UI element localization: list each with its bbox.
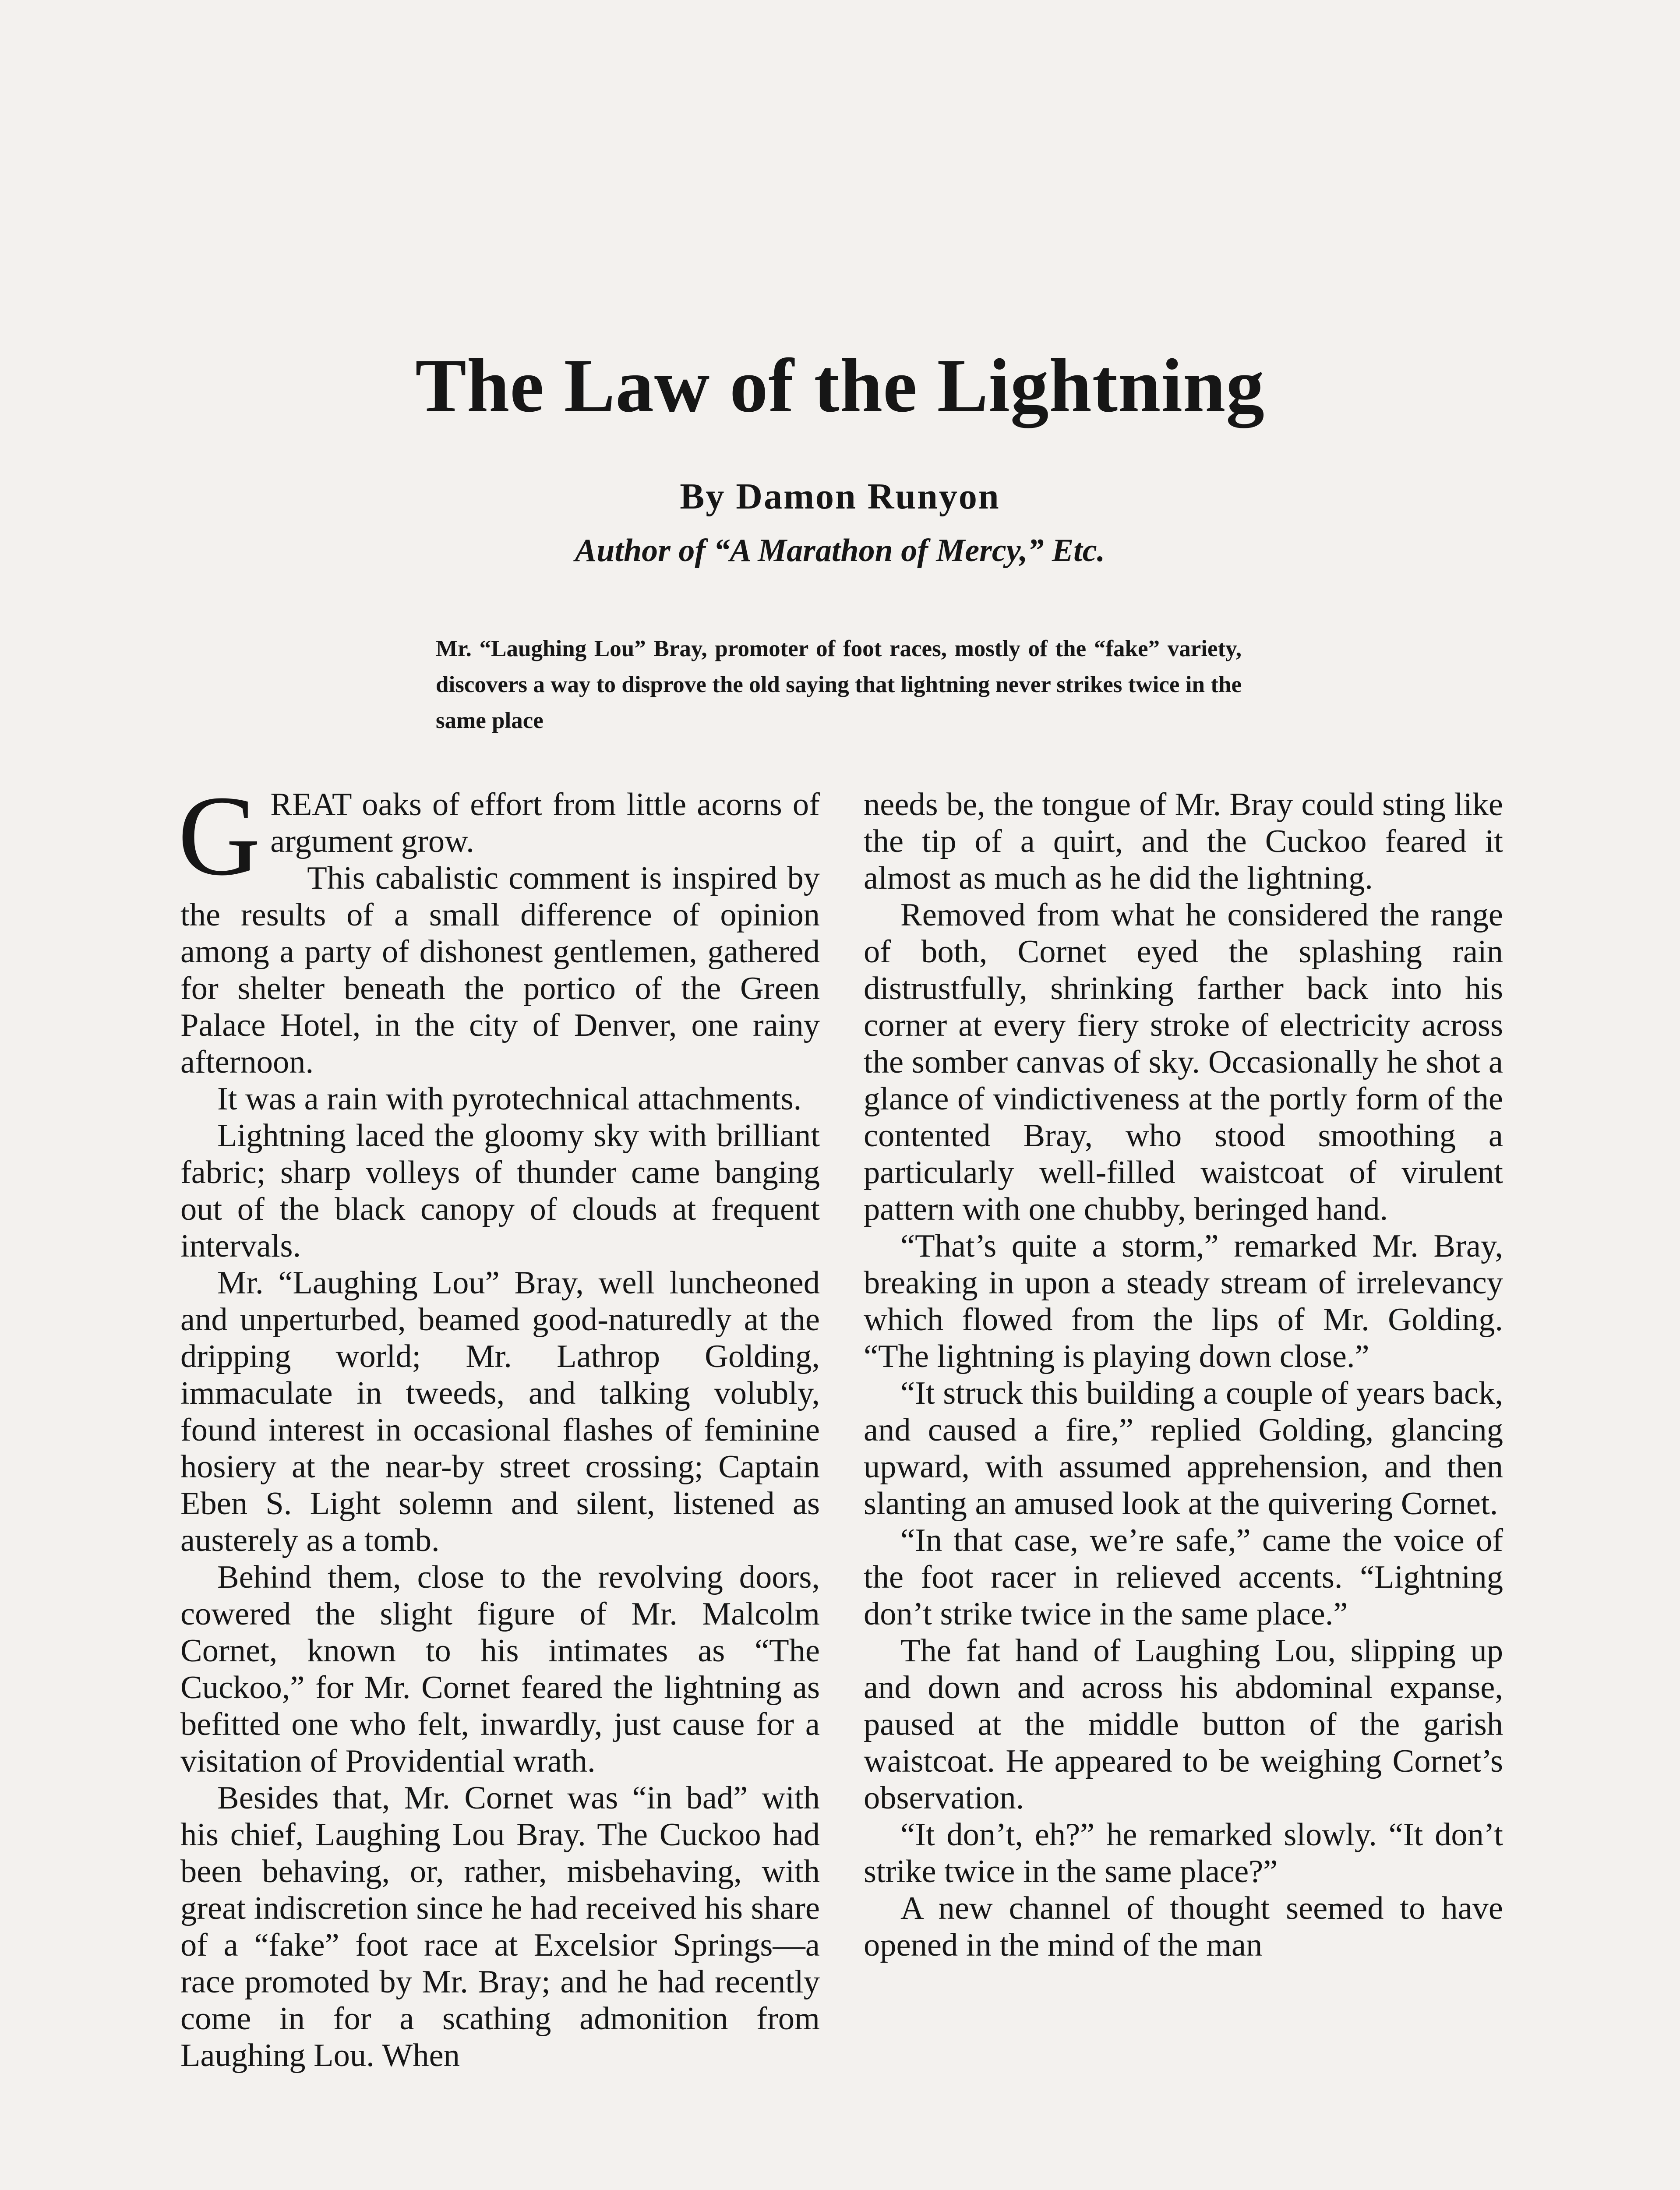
paragraph: A new channel of thought seemed to have opened in the mind of the man bbox=[864, 1890, 1503, 1963]
byline: By Damon Runyon bbox=[680, 476, 1000, 517]
right-column bbox=[864, 786, 1503, 1964]
paragraph: Besides that, Mr. Cornet was “in bad” with his chief, Laughing Lou Bray. The Cuckoo had been behaving, or, rather, misbehaving, with great indiscretion since he had received his share of a “fake” foot race at Excelsior Springs—a race promoted by Mr. Bray; and he had recently come in for a scathing admonition from Laughing Lou. When bbox=[180, 1780, 820, 2073]
opening-paragraph bbox=[178, 772, 820, 899]
paragraph: “It struck this building a couple of years back, and caused a fire,” replied Golding, glancing upward, with assumed apprehension, and then slanting an amused look at the quivering Cornet. bbox=[864, 1375, 1503, 1522]
article-title: The Law of the Lightning bbox=[415, 343, 1265, 428]
paragraph: “In that case, we’re safe,” came the voice of the foot racer in relieved accents. “Lightning don’t strike twice in the same place.” bbox=[864, 1522, 1503, 1632]
paragraph: Lightning laced the gloomy sky with brilliant fabric; sharp volleys of thunder came banging out of the black canopy of clouds at frequent intervals. bbox=[180, 1118, 820, 1264]
paragraph: The fat hand of Laughing Lou, slipping up and down and across his abdominal expanse, paused at the middle button of the garish waistcoat. He appeared to be weighing Cornet’s observation. bbox=[864, 1633, 1503, 1816]
left-column bbox=[178, 772, 820, 2074]
paragraph: Mr. “Laughing Lou” Bray, well luncheoned and unperturbed, beamed good-naturedly at the dripping world; Mr. Lathrop Golding, immaculate in tweeds, and talking volubly, found interest in occasional flashes of feminine hosiery at the near-by street crossing; Captain Eben S. Light solemn and silent, listened as austerely as a tomb. bbox=[180, 1265, 820, 1558]
paragraph: It was a rain with pyrotechnical attachments. bbox=[217, 1081, 802, 1117]
paragraph: “It don’t, eh?” he remarked slowly. “It don’t strike twice in the same place?” bbox=[864, 1817, 1503, 1890]
paragraph: This cabalistic comment is inspired by the results of a small difference of opinion among a party of dishonest gentlemen, gathered for shelter beneath the portico of the Green Palace Hotel, in the city of Denver, one rainy afternoon. bbox=[180, 860, 820, 1080]
paragraph: Removed from what he considered the range of both, Cornet eyed the splashing rain distrustfully, shrinking farther back into his corner at every fiery stroke of electricity across the somber canvas of sky. Occasionally he shot a glance of vindictiveness at the portly form of the contented Bray, who stood smoothing a particularly well-filled waistcoat of virulent pattern with one chubby, beringed hand. bbox=[864, 897, 1503, 1227]
continued-paragraph: needs be, the tongue of Mr. Bray could sting like the tip of a quirt, and the Cuckoo feared it almost as much as he did the lightning. bbox=[864, 787, 1503, 896]
author-note: Author of “A Marathon of Mercy,” Etc. bbox=[575, 533, 1105, 569]
paragraph-text: REAT oaks of effort from little acorns of argument grow. bbox=[270, 787, 820, 859]
paragraph: “That’s quite a storm,” remarked Mr. Bray, breaking in upon a steady stream of irrelevancy which flowed from the lips of Mr. Golding. “The lightning is playing down close.” bbox=[864, 1228, 1503, 1374]
drop-cap: G bbox=[178, 772, 261, 899]
paragraph: Behind them, close to the revolving doors, cowered the slight figure of Mr. Malcolm Cornet, known to his intimates as “The Cuckoo,” for Mr. Cornet feared the lightning as befitted one who felt, inwardly, just cause for a visitation of Providential wrath. bbox=[180, 1559, 820, 1779]
article-blurb: Mr. “Laughing Lou” Bray, promoter of foot races, mostly of the “fake” variety, discovers a way to disprove the old saying that lightning never strikes twice in the same place bbox=[436, 636, 1242, 733]
